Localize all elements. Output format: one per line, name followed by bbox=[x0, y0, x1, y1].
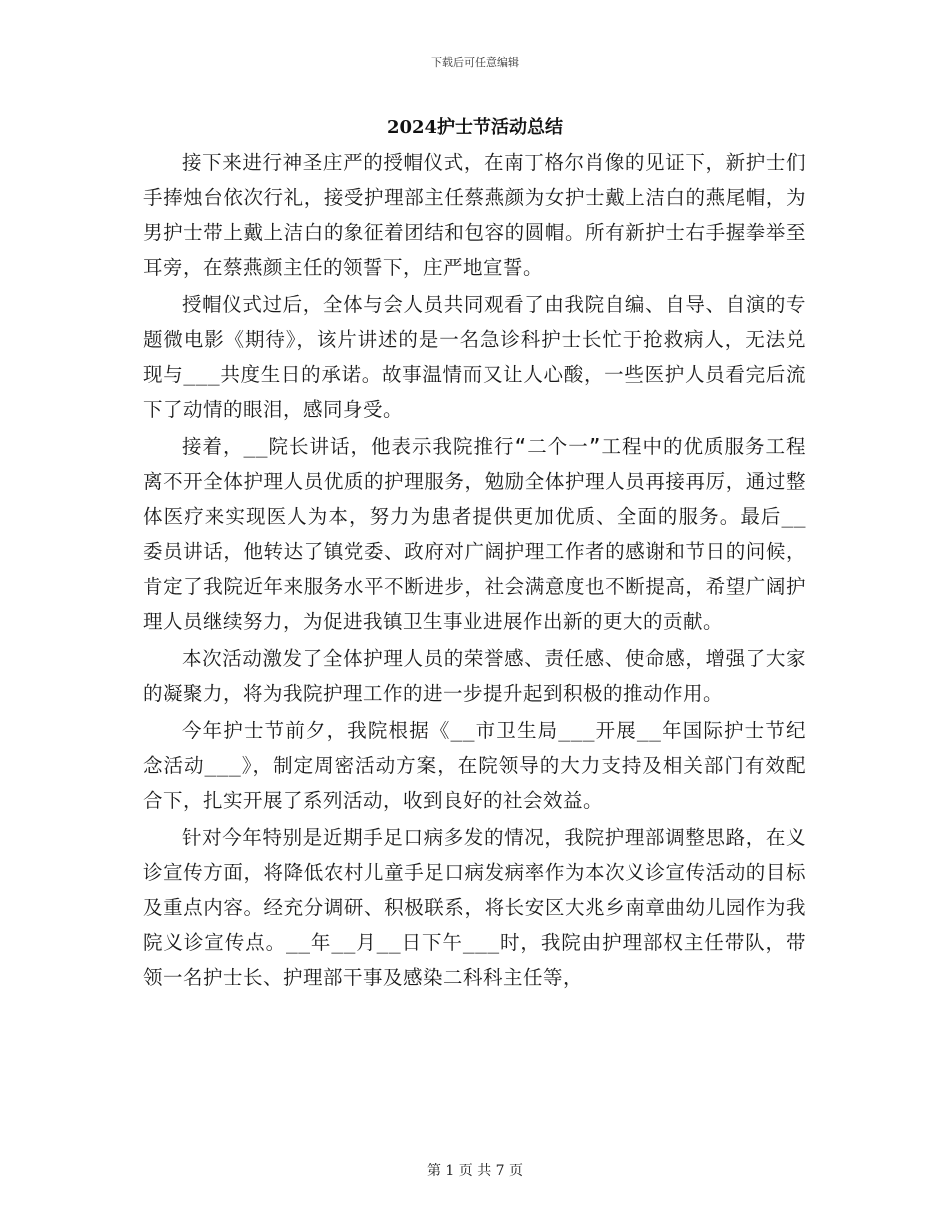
paragraph: 接着，__院长讲话，他表示我院推行“二个一”工程中的优质服务工程离不开全体护理人员优质的护理服务，勉励全体护理人员再接再厉，通过整体医疗来实现医人为本，努力为患者提供更加优质、全面的服务。最后__委员讲话，他转达了镇党委、政府对广阔护理工作者的感谢和节日的问候，肯定了我院近年来服务水平不断进步，社会满意度也不断提高，希望广阔护理人员继续努力，为促进我镇卫生事业进展作出新的更大的贡献。 bbox=[143, 435, 806, 633]
document-body bbox=[143, 145, 806, 995]
header-note: 下载后可任意编辑 bbox=[431, 56, 519, 69]
document-title: 2024护士节活动总结 bbox=[386, 117, 564, 138]
paragraph: 针对今年特别是近期手足口病多发的情况，我院护理部调整思路，在义诊宣传方面，将降低农村儿童手足口病发病率作为本次义诊宣传活动的目标及重点内容。经充分调研、积极联系，将长安区大兆乡南章曲幼儿园作为我院义诊宣传点。__年__月__日下午___时，我院由护理部权主任带队，带领一名护士长、护理部干事及感染二科科主任等， bbox=[143, 826, 806, 989]
paragraph: 接下来进行神圣庄严的授帽仪式，在南丁格尔肖像的见证下，新护士们手捧烛台依次行礼，接受护理部主任蔡燕颜为女护士戴上洁白的燕尾帽，为男护士带上戴上洁白的象征着团结和包容的圆帽。所有新护士右手握拳举至耳旁，在蔡燕颜主任的领誓下，庄严地宣誓。 bbox=[143, 151, 806, 279]
paragraph: 本次活动激发了全体护理人员的荣誉感、责任感、使命感，增强了大家的凝聚力，将为我院护理工作的进一步提升起到积极的推动作用。 bbox=[143, 647, 806, 705]
page-number-footer: 第 1 页 共 7 页 bbox=[426, 1163, 524, 1179]
paragraph: 授帽仪式过后，全体与会人员共同观看了由我院自编、自导、自演的专题微电影《期待》，该片讲述的是一名急诊科护士长忙于抢救病人，无法兑现与___共度生日的承诺。故事温情而又让人心酸，一些医护人员看完后流下了动情的眼泪，感同身受。 bbox=[143, 293, 806, 421]
paragraph: 今年护士节前夕，我院根据《__市卫生局___开展__年国际护士节纪念活动___》，制定周密活动方案，在院领导的大力支持及相关部门有效配合下，扎实开展了系列活动，收到良好的社会效益。 bbox=[143, 719, 806, 812]
